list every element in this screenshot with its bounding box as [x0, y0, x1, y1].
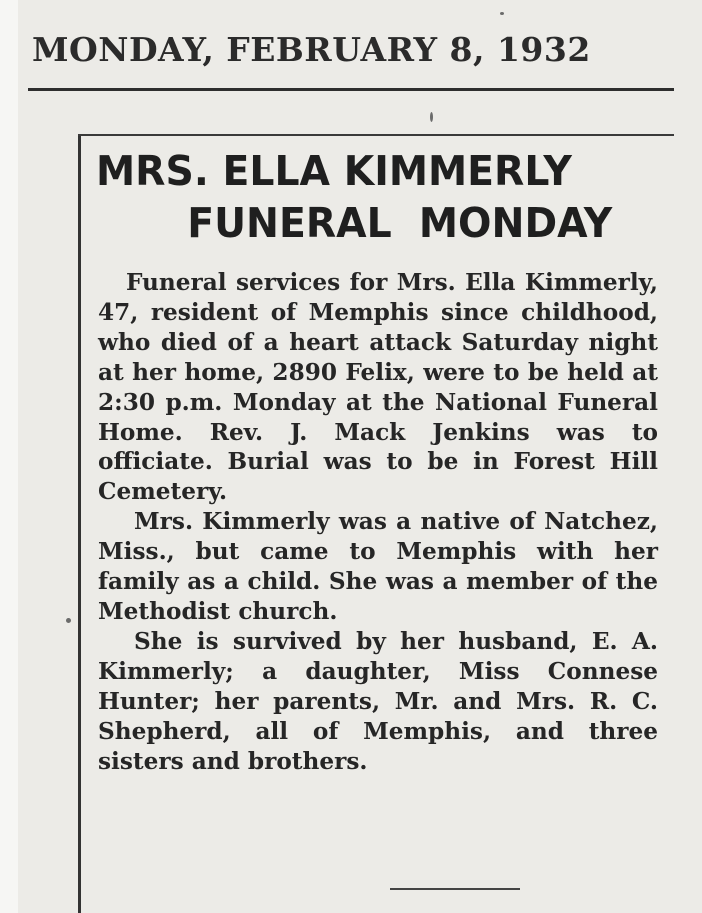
headline: [96, 145, 634, 249]
ink-speck: [430, 112, 433, 122]
ink-speck: [500, 12, 504, 15]
scan-margin: [0, 0, 18, 913]
paragraph-3: She is survived by her husband, E. A. Kimmerly; a daughter, Miss Connese Hunter; her parents, Mr. and Mrs. R. C. Shepherd, all of Memphis, and three sisters and brothers.: [98, 627, 658, 775]
headline-line-1: MRS. ELLA KIMMERLY: [96, 147, 572, 195]
column-rule: [78, 136, 81, 913]
dateline: MONDAY, FEBRUARY 8, 1932: [32, 30, 591, 69]
column-bottom-rule: [390, 888, 520, 890]
paragraph-2: Mrs. Kimmerly was a native of Natchez, Miss., but came to Memphis with her family as a child. She was a member of the Methodist church.: [98, 508, 658, 625]
ink-speck: [66, 618, 71, 623]
dateline-rule: [28, 88, 674, 91]
headline-line-2: FUNERAL MONDAY: [187, 199, 613, 247]
column-top-rule: [78, 134, 674, 136]
article-body: [98, 268, 658, 776]
paragraph-1: Funeral services for Mrs. Ella Kimmerly, 47, resident of Memphis since childhood, who died of a heart attack Saturday night at her home, 2890 Felix, were to be held at 2:30 p.m. Monday at the National Funeral Home. Rev. J. Mack Jenkins was to officiate. Burial was to be in Forest Hill Cemetery.: [98, 269, 658, 506]
